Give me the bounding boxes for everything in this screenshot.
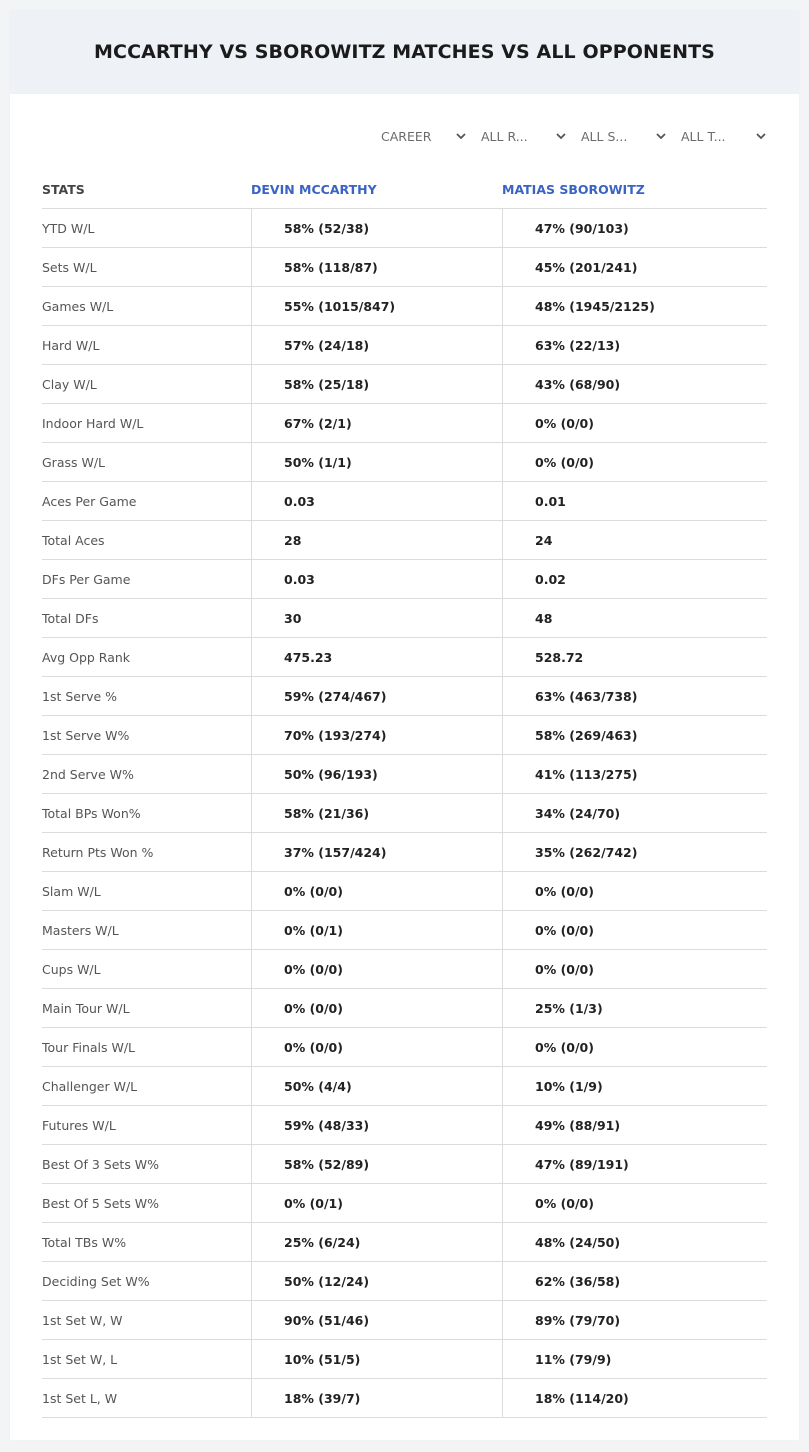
player2-value: 48% (24/50) [502, 1223, 767, 1261]
filter-career-select[interactable] [381, 124, 467, 148]
player1-value: 37% (157/424) [251, 833, 502, 871]
stat-label: Best Of 5 Sets W% [42, 1195, 160, 1211]
stat-label: 1st Set W, W [42, 1312, 123, 1328]
player1-value: 59% (48/33) [251, 1106, 502, 1144]
filter-label: ALL T... [681, 128, 726, 144]
table-row [42, 716, 767, 755]
stat-label: Futures W/L [42, 1117, 116, 1133]
table-row [42, 1223, 767, 1262]
player1-value: 50% (96/193) [251, 755, 502, 793]
table-row [42, 638, 767, 677]
table-row [42, 1067, 767, 1106]
player2-value: 41% (113/275) [502, 755, 767, 793]
player2-value: 58% (269/463) [502, 716, 767, 754]
chevron-down-icon [555, 130, 567, 142]
stat-label: Slam W/L [42, 883, 101, 899]
filter-label: ALL R... [481, 128, 528, 144]
player2-value: 0% (0/0) [502, 950, 767, 988]
player1-value: 0% (0/1) [251, 911, 502, 949]
table-row [42, 521, 767, 560]
table-row [42, 989, 767, 1028]
stat-label: Deciding Set W% [42, 1273, 150, 1289]
player2-value: 63% (463/738) [502, 677, 767, 715]
player1-link[interactable]: DEVIN MCCARTHY [251, 181, 377, 197]
table-row [42, 599, 767, 638]
player2-value: 18% (114/20) [502, 1379, 767, 1417]
table-row [42, 1379, 767, 1418]
player2-value: 45% (201/241) [502, 248, 767, 286]
table-row [42, 287, 767, 326]
player1-value: 58% (25/18) [251, 365, 502, 403]
table-row [42, 404, 767, 443]
stat-label: 1st Set L, W [42, 1390, 118, 1406]
player2-value: 34% (24/70) [502, 794, 767, 832]
player1-value: 67% (2/1) [251, 404, 502, 442]
stat-label: Main Tour W/L [42, 1000, 130, 1016]
player2-value: 0% (0/0) [502, 404, 767, 442]
player2-value: 0% (0/0) [502, 911, 767, 949]
table-row [42, 755, 767, 794]
player1-value: 0.03 [251, 560, 502, 598]
player2-value: 62% (36/58) [502, 1262, 767, 1300]
stats-table [42, 208, 767, 1418]
stat-label: Grass W/L [42, 454, 106, 470]
stat-label: Sets W/L [42, 259, 97, 275]
player2-value: 48% (1945/2125) [502, 287, 767, 325]
player2-value: 49% (88/91) [502, 1106, 767, 1144]
player1-value: 28 [251, 521, 502, 559]
stat-label: Indoor Hard W/L [42, 415, 144, 431]
player2-value: 0% (0/0) [502, 1184, 767, 1222]
filter-surface-select[interactable] [581, 124, 667, 148]
table-row [42, 365, 767, 404]
stat-label: Avg Opp Rank [42, 649, 131, 665]
page-title: MCCARTHY VS SBOROWITZ MATCHES VS ALL OPPONENTS [94, 41, 715, 63]
stat-label: Aces Per Game [42, 493, 137, 509]
table-row [42, 872, 767, 911]
table-row [42, 560, 767, 599]
stat-label: YTD W/L [42, 220, 95, 236]
player1-value: 50% (1/1) [251, 443, 502, 481]
stat-label: 1st Serve % [42, 688, 118, 704]
table-row [42, 1340, 767, 1379]
table-row [42, 1145, 767, 1184]
player2-value: 0% (0/0) [502, 443, 767, 481]
table-row [42, 911, 767, 950]
stat-label: 1st Serve W% [42, 727, 130, 743]
stat-label: Clay W/L [42, 376, 97, 392]
player1-value: 475.23 [251, 638, 502, 676]
table-row [42, 950, 767, 989]
player1-value: 58% (118/87) [251, 248, 502, 286]
stat-label: Games W/L [42, 298, 114, 314]
player1-value: 50% (12/24) [251, 1262, 502, 1300]
stat-label: Total Aces [42, 532, 105, 548]
stat-label: Cups W/L [42, 961, 101, 977]
player1-value: 25% (6/24) [251, 1223, 502, 1261]
player2-value: 47% (89/191) [502, 1145, 767, 1183]
filter-label: ALL S... [581, 128, 628, 144]
table-row [42, 209, 767, 248]
player1-value: 50% (4/4) [251, 1067, 502, 1105]
player2-value: 0% (0/0) [502, 1028, 767, 1066]
stat-label: Total BPs Won% [42, 805, 141, 821]
player1-value: 0% (0/0) [251, 872, 502, 910]
stat-label: Total TBs W% [42, 1234, 127, 1250]
filter-rounds-select[interactable] [481, 124, 567, 148]
player2-value: 63% (22/13) [502, 326, 767, 364]
filter-tournament-select[interactable] [681, 124, 767, 148]
player2-value: 0.01 [502, 482, 767, 520]
player2-value: 48 [502, 599, 767, 637]
table-row [42, 677, 767, 716]
player1-value: 0% (0/0) [251, 950, 502, 988]
player1-value: 58% (52/89) [251, 1145, 502, 1183]
stat-label: Hard W/L [42, 337, 100, 353]
player1-value: 57% (24/18) [251, 326, 502, 364]
stats-column-header: STATS [42, 181, 85, 197]
stat-label: DFs Per Game [42, 571, 131, 587]
player2-value: 24 [502, 521, 767, 559]
player2-value: 11% (79/9) [502, 1340, 767, 1378]
chevron-down-icon [455, 130, 467, 142]
player2-value: 528.72 [502, 638, 767, 676]
stat-label: Best Of 3 Sets W% [42, 1156, 160, 1172]
player1-value: 30 [251, 599, 502, 637]
stat-label: Tour Finals W/L [42, 1039, 136, 1055]
stat-label: 2nd Serve W% [42, 766, 134, 782]
stat-label: Challenger W/L [42, 1078, 138, 1094]
table-row [42, 1028, 767, 1067]
player2-link[interactable]: MATIAS SBOROWITZ [502, 181, 645, 197]
table-row [42, 443, 767, 482]
player1-value: 59% (274/467) [251, 677, 502, 715]
table-row [42, 1184, 767, 1223]
player1-value: 58% (52/38) [251, 209, 502, 247]
page-header [10, 10, 799, 94]
player2-value: 43% (68/90) [502, 365, 767, 403]
player1-value: 0% (0/1) [251, 1184, 502, 1222]
player1-value: 10% (51/5) [251, 1340, 502, 1378]
stats-card [10, 10, 799, 1440]
table-row [42, 326, 767, 365]
player1-value: 58% (21/36) [251, 794, 502, 832]
player1-value: 55% (1015/847) [251, 287, 502, 325]
player1-value: 0.03 [251, 482, 502, 520]
table-row [42, 1106, 767, 1145]
player1-value: 90% (51/46) [251, 1301, 502, 1339]
table-row [42, 482, 767, 521]
filter-label: CAREER [381, 128, 432, 144]
table-row [42, 794, 767, 833]
table-row [42, 1262, 767, 1301]
player2-value: 89% (79/70) [502, 1301, 767, 1339]
player1-value: 0% (0/0) [251, 1028, 502, 1066]
table-row [42, 833, 767, 872]
player1-value: 0% (0/0) [251, 989, 502, 1027]
stat-label: Return Pts Won % [42, 844, 154, 860]
table-header [42, 170, 767, 208]
stat-label: Masters W/L [42, 922, 119, 938]
player1-value: 18% (39/7) [251, 1379, 502, 1417]
player2-value: 0.02 [502, 560, 767, 598]
player2-value: 35% (262/742) [502, 833, 767, 871]
chevron-down-icon [655, 130, 667, 142]
player1-value: 70% (193/274) [251, 716, 502, 754]
table-row [42, 1301, 767, 1340]
player2-value: 10% (1/9) [502, 1067, 767, 1105]
player2-value: 47% (90/103) [502, 209, 767, 247]
stat-label: 1st Set W, L [42, 1351, 118, 1367]
filter-bar [381, 124, 767, 148]
chevron-down-icon [755, 130, 767, 142]
player2-value: 25% (1/3) [502, 989, 767, 1027]
stat-label: Total DFs [42, 610, 99, 626]
table-row [42, 248, 767, 287]
player2-value: 0% (0/0) [502, 872, 767, 910]
